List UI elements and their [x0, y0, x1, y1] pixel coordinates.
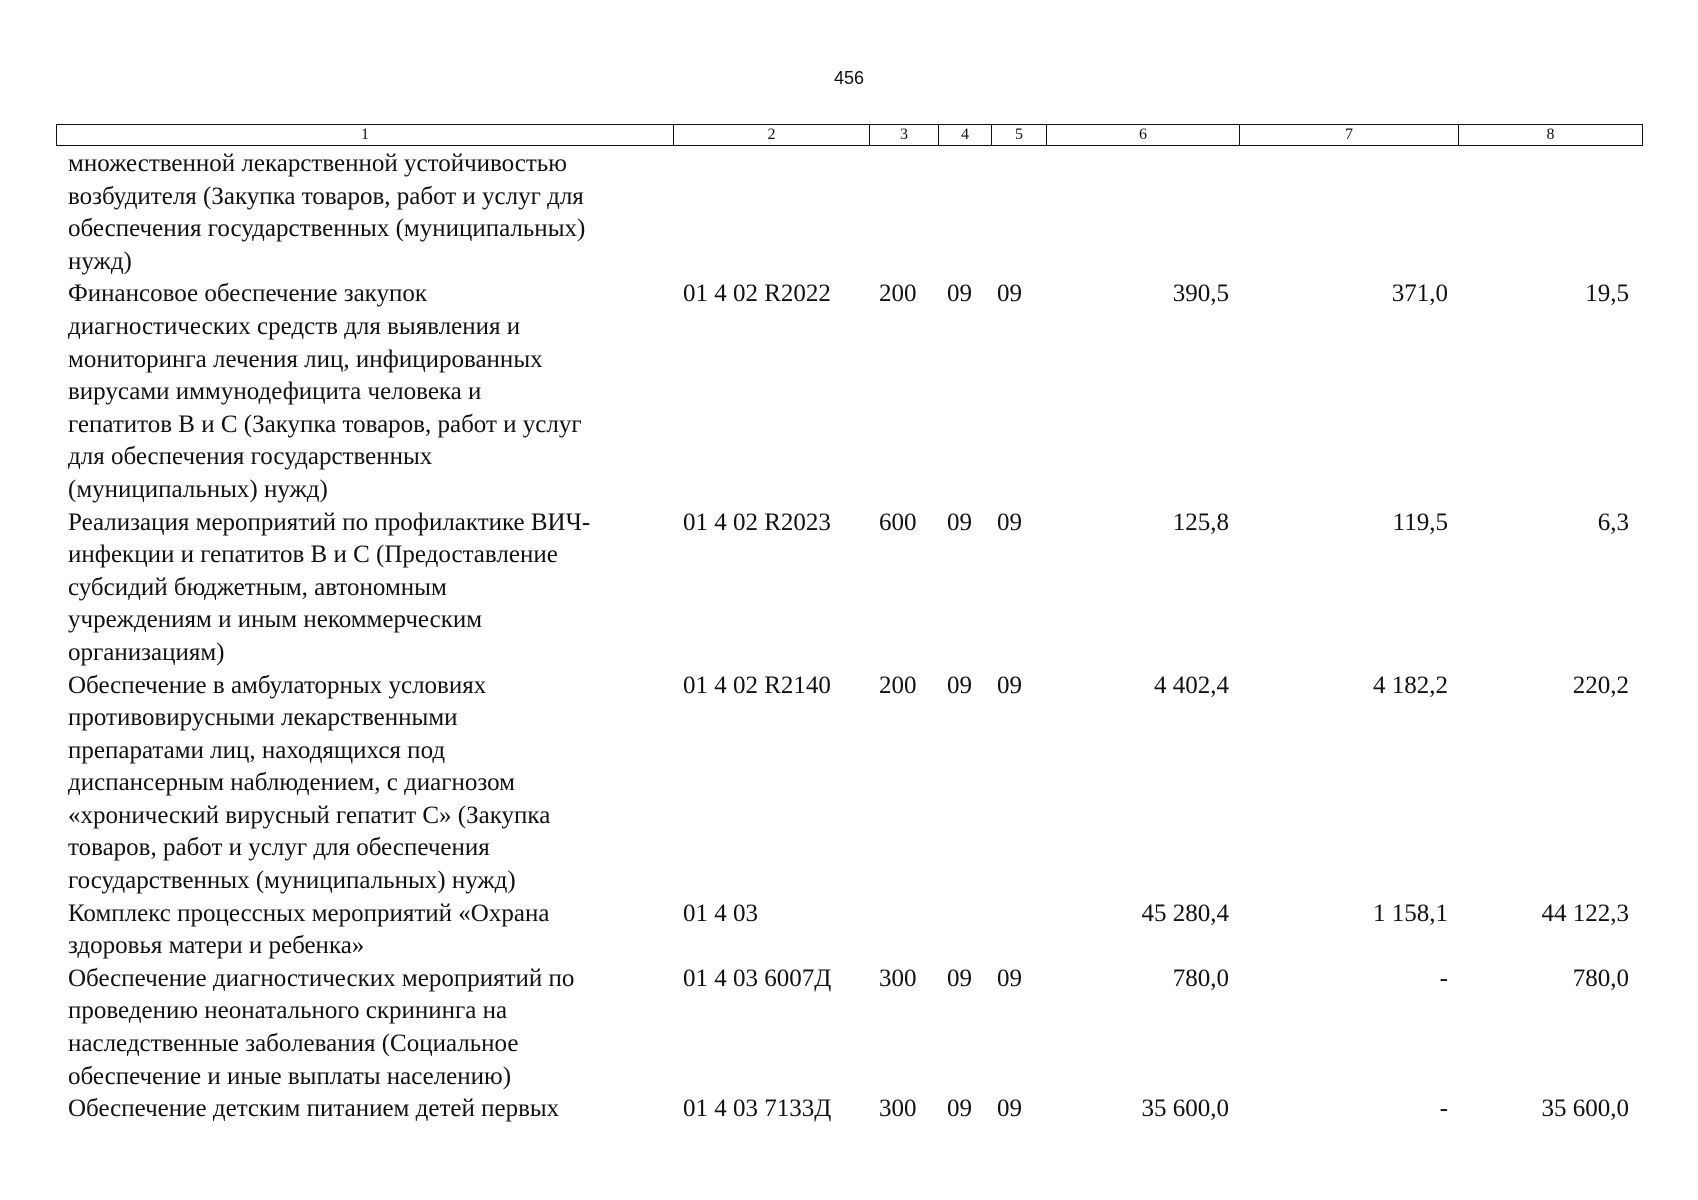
table-row	[56, 507, 1641, 670]
row-expense-type: 300	[879, 964, 917, 992]
description-line: диагностических средств для выявления и	[68, 312, 521, 340]
header-col-6: 6	[1047, 125, 1240, 145]
description-line: здоровья матери и ребенка»	[68, 932, 365, 960]
row-total: 390,5	[1172, 280, 1229, 308]
description-line: множественной лекарственной устойчивостью	[68, 150, 567, 177]
row-total: 780,0	[1172, 964, 1229, 992]
table-row	[56, 670, 1641, 898]
row-regional-amount: 35 600,0	[1541, 1095, 1629, 1123]
row-description	[56, 670, 673, 898]
row-section: 09	[947, 671, 972, 699]
header-col-3: 3	[870, 125, 939, 145]
description-line: государственных (муниципальных) нужд)	[68, 867, 516, 895]
description-line: Обеспечение диагностических мероприятий по	[68, 964, 575, 992]
description-line: инфекции и гепатитов В и С (Предоставление	[68, 541, 558, 569]
description-line: Финансовое обеспечение закупок	[68, 280, 427, 308]
row-regional-amount: 6,3	[1597, 508, 1629, 536]
header-col-7: 7	[1240, 125, 1459, 145]
description-line: учреждениям и иным некоммерческим	[68, 606, 483, 634]
row-code: 01 4 03	[683, 899, 758, 927]
row-subsection: 09	[997, 508, 1022, 536]
header-col-1: 1	[57, 125, 674, 145]
description-line: Комплекс процессных мероприятий «Охрана	[68, 899, 550, 927]
row-section: 09	[947, 964, 972, 992]
description-line: обеспечения государственных (муниципальных)	[68, 215, 586, 243]
description-line: Реализация мероприятий по профилактике ВИЧ-	[68, 508, 591, 536]
description-line: нужд)	[68, 247, 132, 275]
description-line: противовирусными лекарственными	[68, 704, 458, 732]
row-regional-amount: 780,0	[1572, 964, 1629, 992]
row-code: 01 4 03 7133Д	[683, 1095, 832, 1123]
header-col-8: 8	[1546, 126, 1555, 143]
row-expense-type: 300	[879, 1095, 917, 1123]
row-expense-type: 200	[879, 671, 917, 699]
row-regional-amount: 44 122,3	[1541, 899, 1629, 927]
table-row	[56, 1093, 1641, 1126]
header-col-5: 5	[992, 125, 1047, 145]
description-line: наследственные заболевания (Социальное	[68, 1030, 519, 1058]
row-federal-amount: 119,5	[1392, 508, 1448, 536]
description-line: вирусами иммунодефицита человека и	[68, 378, 482, 406]
row-description	[56, 1093, 673, 1126]
row-expense-type: 600	[879, 508, 917, 536]
table-row	[56, 278, 1641, 506]
row-description	[56, 963, 673, 1093]
description-line: организациям)	[68, 638, 225, 666]
row-description	[56, 507, 673, 670]
row-total: 35 600,0	[1141, 1095, 1229, 1123]
row-section: 09	[947, 280, 972, 308]
row-section: 09	[947, 1095, 972, 1123]
row-federal-amount: 1 158,1	[1373, 899, 1448, 927]
header-col-4: 4	[939, 125, 992, 145]
table-row	[56, 963, 1641, 1093]
row-federal-amount: 4 182,2	[1373, 671, 1448, 699]
description-line: диспансерным наблюдением, с диагнозом	[68, 769, 515, 797]
row-code: 01 4 03 6007Д	[683, 964, 832, 992]
table-body	[56, 148, 1641, 1126]
description-line: возбудителя (Закупка товаров, работ и услуг для	[68, 182, 584, 210]
row-regional-amount: 220,2	[1572, 671, 1629, 699]
row-regional-amount: 19,5	[1585, 280, 1629, 308]
description-line: субсидий бюджетным, автономным	[68, 573, 447, 601]
description-line: для обеспечения государственных	[68, 443, 433, 471]
table-row	[56, 148, 1641, 278]
description-line: проведению неонатального скрининга на	[68, 997, 508, 1025]
row-code: 01 4 02 R2023	[683, 508, 831, 536]
table-header-row	[56, 124, 1643, 146]
row-total: 4 402,4	[1154, 671, 1229, 699]
row-subsection: 09	[997, 964, 1022, 992]
row-federal-amount: -	[1439, 1095, 1448, 1123]
description-line: гепатитов В и С (Закупка товаров, работ и услуг	[68, 410, 582, 438]
row-subsection: 09	[997, 280, 1022, 308]
description-line: препаратами лиц, находящихся под	[68, 736, 446, 764]
row-code: 01 4 02 R2022	[683, 280, 831, 308]
row-federal-amount: 371,0	[1391, 280, 1448, 308]
description-line: Обеспечение в амбулаторных условиях	[68, 671, 487, 699]
row-expense-type: 200	[879, 280, 917, 308]
row-code: 01 4 02 R2140	[683, 671, 831, 699]
row-description	[56, 148, 673, 278]
row-total: 125,8	[1172, 508, 1229, 536]
row-total: 45 280,4	[1141, 899, 1229, 927]
header-col-2: 2	[674, 125, 870, 145]
row-description	[56, 278, 673, 506]
description-line: товаров, работ и услуг для обеспечения	[68, 834, 490, 862]
row-description	[56, 898, 673, 963]
description-line: (муниципальных) нужд)	[68, 475, 328, 503]
row-subsection: 09	[997, 1095, 1022, 1123]
row-federal-amount: -	[1439, 964, 1448, 992]
page-number: 456	[833, 68, 865, 88]
description-line: Обеспечение детским питанием детей первых	[68, 1095, 560, 1123]
description-line: обеспечение и иные выплаты населению)	[68, 1062, 512, 1090]
description-line: «хронический вирусный гепатит С» (Закупка	[68, 801, 551, 829]
row-subsection: 09	[997, 671, 1022, 699]
description-line: мониторинга лечения лиц, инфицированных	[68, 345, 543, 373]
row-section: 09	[947, 508, 972, 536]
table-row	[56, 898, 1641, 963]
